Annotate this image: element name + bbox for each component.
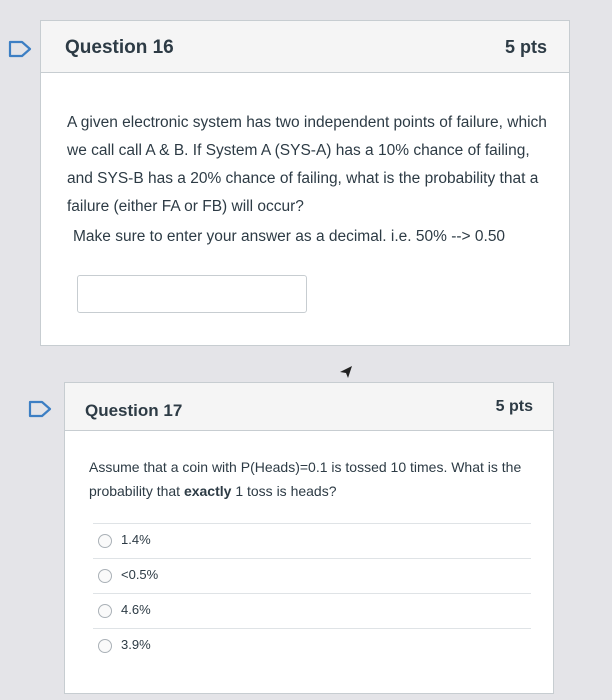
question-16-text: A given electronic system has two independent points of failure, which we call call A & B. If System A (SYS-A) has a 10% chance of failing, and SYS-B has a 20% chance of failing, what is the probability that a failure (either FA or FB) will occur? — [67, 114, 547, 215]
radio-button[interactable] — [98, 604, 112, 618]
question-17-option-2[interactable] — [93, 558, 531, 593]
question-17-points: 5 pts — [495, 398, 533, 415]
option-label: 4.6% — [121, 602, 151, 617]
question-17-title: Question 17 — [85, 401, 183, 420]
question-16-answer-input[interactable] — [77, 275, 307, 313]
radio-button[interactable] — [98, 569, 112, 583]
flag-question-16-icon[interactable] — [8, 40, 34, 58]
question-16-header — [41, 21, 569, 73]
question-16-points: 5 pts — [504, 37, 547, 57]
question-17-text — [89, 455, 539, 503]
option-label: 1.4% — [121, 532, 151, 547]
question-16-title: Question 16 — [65, 37, 174, 58]
question-17-header — [65, 383, 553, 431]
question-17-option-4[interactable] — [93, 628, 531, 663]
question-17-text-after: 1 toss is heads? — [231, 483, 337, 499]
question-16-card — [40, 20, 570, 346]
radio-button[interactable] — [98, 639, 112, 653]
question-17-option-3[interactable] — [93, 593, 531, 628]
question-16-instruction: Make sure to enter your answer as a decimal. i.e. 50% --> 0.50 — [73, 228, 506, 245]
flag-question-17-icon[interactable] — [28, 400, 54, 418]
question-17-text-before: Assume that a coin with P(Heads)=0.1 is tossed 10 times. What is the probability that — [89, 459, 522, 499]
option-label: <0.5% — [121, 567, 159, 582]
question-17-option-1[interactable] — [93, 523, 531, 558]
question-17-text-bold: exactly — [183, 483, 232, 499]
question-17-card — [64, 382, 554, 694]
radio-button[interactable] — [98, 534, 112, 548]
option-label: 3.9% — [121, 637, 151, 652]
